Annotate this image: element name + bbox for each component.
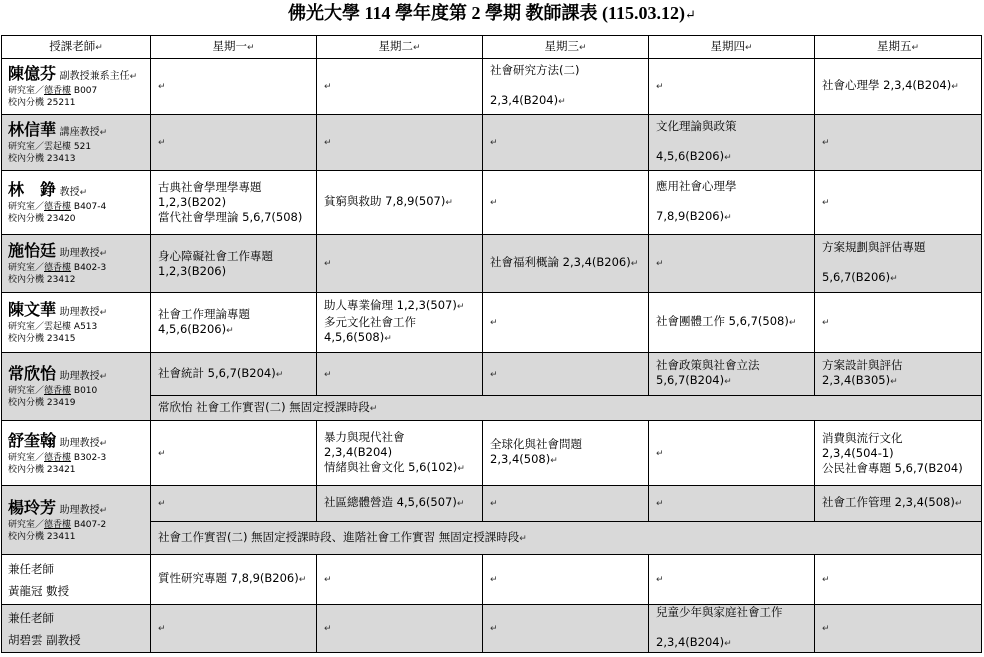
cell-tue: ↵ — [317, 555, 483, 605]
cell-thu: ↵ — [649, 59, 815, 115]
table-row — [2, 59, 982, 115]
cell-mon: 古典社會學理學專題 1,2,3(B202) 當代社會學理論 5,6,7(508) — [151, 171, 317, 235]
cell-tue: 暴力與現代社會 2,3,4(B204) 情緒與社會文化 5,6(102)↵ — [317, 421, 483, 486]
cell-mon: 身心障礙社會工作專題 1,2,3(B206) — [151, 235, 317, 293]
cell-tue: 助人專業倫理 1,2,3(507)↵ 多元文化社會工作 4,5,6(508)↵ — [317, 293, 483, 353]
page-title: 佛光大學 114 學年度第 2 學期 教師課表 (115.03.12)↵ — [288, 3, 696, 23]
cell-fri: ↵ — [815, 555, 982, 605]
schedule-table — [1, 35, 982, 653]
teacher-cell: 兼任老師 胡碧雲 副教授 — [2, 605, 151, 653]
cell-thu: ↵ — [649, 555, 815, 605]
cell-wed: ↵ — [483, 293, 649, 353]
cell-wed: ↵ — [483, 486, 649, 522]
teacher-cell: 楊玲芳 助理教授↵ 研究室／德香樓 B407-2 校內分機 23411 — [2, 486, 151, 555]
table-row — [2, 353, 982, 396]
teacher-cell: 陳億芬 副教授兼系主任↵ 研究室／德香樓 B007 校內分機 25211 — [2, 59, 151, 115]
col-header-thu: 星期四↵ — [649, 36, 815, 59]
cell-fri: 社會心理學 2,3,4(B204)↵ — [815, 59, 982, 115]
cell-mon: 質性研究專題 7,8,9(B206)↵ — [151, 555, 317, 605]
cell-wed: ↵ — [483, 171, 649, 235]
cell-wed: ↵ — [483, 115, 649, 171]
col-header-teacher: 授課老師↵ — [2, 36, 151, 59]
cell-mon: ↵ — [151, 115, 317, 171]
cell-wed: ↵ — [483, 555, 649, 605]
cell-tue: ↵ — [317, 353, 483, 396]
cell-mon: ↵ — [151, 59, 317, 115]
cell-tue: ↵ — [317, 59, 483, 115]
cell-mon: ↵ — [151, 486, 317, 522]
col-header-fri: 星期五↵ — [815, 36, 982, 59]
cell-mon: 社會統計 5,6,7(B204)↵ — [151, 353, 317, 396]
table-row — [2, 171, 982, 235]
cell-tue: ↵ — [317, 605, 483, 653]
cell-wed: 社會研究方法(二) 2,3,4(B204)↵ — [483, 59, 649, 115]
cell-thu: ↵ — [649, 235, 815, 293]
cell-fri: 方案設計與評估 2,3,4(B305)↵ — [815, 353, 982, 396]
teacher-cell: 陳文華 助理教授↵ 研究室／雲起樓 A513 校內分機 23415 — [2, 293, 151, 353]
cell-fri: ↵ — [815, 115, 982, 171]
cell-mon: ↵ — [151, 605, 317, 653]
col-header-wed: 星期三↵ — [483, 36, 649, 59]
teacher-cell: 常欣怡 助理教授↵ 研究室／德香樓 B010 校內分機 23419 — [2, 353, 151, 421]
cell-wed: ↵ — [483, 353, 649, 396]
cell-wed: ↵ — [483, 605, 649, 653]
cell-fri: ↵ — [815, 171, 982, 235]
teacher-cell: 林信華 講座教授↵ 研究室／雲起樓 521 校內分機 23413 — [2, 115, 151, 171]
cell-fri: ↵ — [815, 605, 982, 653]
cell-tue: 社區總體營造 4,5,6(507)↵ — [317, 486, 483, 522]
table-row — [2, 486, 982, 522]
cell-mon: ↵ — [151, 421, 317, 486]
cell-thu: 兒童少年與家庭社會工作 2,3,4(B204)↵ — [649, 605, 815, 653]
cell-tue: ↵ — [317, 115, 483, 171]
teacher-cell: 舒奎翰 助理教授↵ 研究室／德香樓 B302-3 校內分機 23421 — [2, 421, 151, 486]
cell-thu: 文化理論與政策 4,5,6(B206)↵ — [649, 115, 815, 171]
teacher-cell: 兼任老師 黃龍冠 數授 — [2, 555, 151, 605]
cell-thu: ↵ — [649, 421, 815, 486]
table-row — [2, 293, 982, 353]
table-row — [2, 235, 982, 293]
practicum-note: 社會工作實習(二) 無固定授課時段、進階社會工作實習 無固定授課時段↵ — [151, 522, 982, 555]
cell-fri: 社會工作管理 2,3,4(508)↵ — [815, 486, 982, 522]
col-header-tue: 星期二↵ — [317, 36, 483, 59]
table-row — [2, 115, 982, 171]
cell-thu: ↵ — [649, 486, 815, 522]
practicum-note: 常欣怡 社會工作實習(二) 無固定授課時段↵ — [151, 396, 982, 421]
col-header-mon: 星期一↵ — [151, 36, 317, 59]
cell-wed: 社會福利概論 2,3,4(B206)↵ — [483, 235, 649, 293]
cell-wed: 全球化與社會問題 2,3,4(508)↵ — [483, 421, 649, 486]
table-row — [2, 605, 982, 653]
cell-fri: 消費與流行文化 2,3,4(504-1) 公民社會專題 5,6,7(B204) — [815, 421, 982, 486]
cell-tue: ↵ — [317, 235, 483, 293]
cell-tue: 貧窮與救助 7,8,9(507)↵ — [317, 171, 483, 235]
teacher-cell: 施怡廷 助理教授↵ 研究室／德香樓 B402-3 校內分機 23412 — [2, 235, 151, 293]
table-row — [2, 555, 982, 605]
header-row — [2, 36, 982, 59]
cell-mon: 社會工作理論專題 4,5,6(B206)↵ — [151, 293, 317, 353]
teacher-cell: 林 錚 教授↵ 研究室／德香樓 B407-4 校內分機 23420 — [2, 171, 151, 235]
table-row — [2, 421, 982, 486]
cell-thu: 應用社會心理學 7,8,9(B206)↵ — [649, 171, 815, 235]
cell-fri: ↵ — [815, 293, 982, 353]
cell-thu: 社會政策與社會立法 5,6,7(B204)↵ — [649, 353, 815, 396]
cell-thu: 社會團體工作 5,6,7(508)↵ — [649, 293, 815, 353]
cell-fri: 方案規劃與評估專題 5,6,7(B206)↵ — [815, 235, 982, 293]
